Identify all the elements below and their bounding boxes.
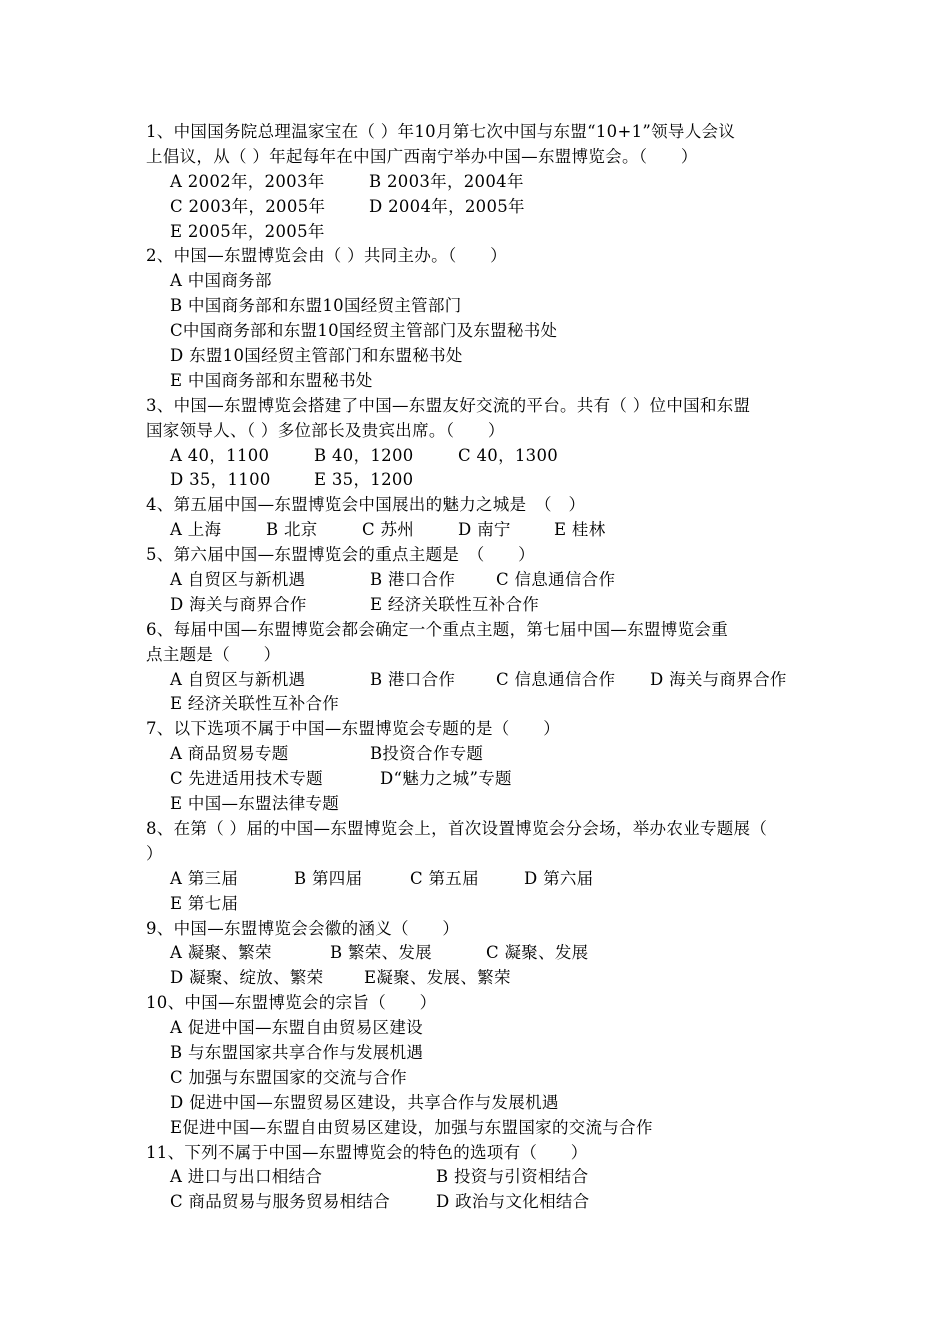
option-text: C 加强与东盟国家的交流与合作: [170, 1067, 407, 1087]
option-line: [0, 195, 950, 220]
option-text: C 凝聚、发展: [486, 943, 589, 963]
option-text: C 40，1300: [458, 445, 559, 465]
option-line: [0, 593, 950, 618]
question-text: 上倡议，从（ ）年起每年在中国广西南宁举办中国—东盟博览会。（ ）: [146, 146, 698, 166]
option-text: C 信息通信合作: [496, 570, 616, 590]
option-text: A 中国商务部: [170, 271, 272, 291]
option-line: [0, 1041, 950, 1066]
option-text: D 2004年，2005年: [369, 196, 525, 216]
option-text: B 40，1200: [314, 445, 414, 465]
question-line: [0, 717, 950, 742]
question-text: 国家领导人、（ ）多位部长及贵宾出席。（ ）: [146, 420, 505, 440]
question-text: ）: [146, 843, 163, 863]
option-text: D 凝聚、绽放、繁荣: [170, 968, 324, 988]
question-line: [0, 618, 950, 643]
option-text: B 繁荣、发展: [330, 943, 432, 963]
option-line: [0, 220, 950, 245]
option-text: B 北京: [266, 520, 318, 540]
option-text: D 第六届: [524, 868, 594, 888]
option-text: E 35，1200: [314, 470, 414, 490]
question-line: [0, 917, 950, 942]
option-line: [0, 170, 950, 195]
option-line: [0, 966, 950, 991]
question-line: [0, 991, 950, 1016]
question-text: 9、中国—东盟博览会会徽的涵义（ ）: [146, 918, 460, 938]
option-line: [0, 1165, 950, 1190]
option-text: A 促进中国—东盟自由贸易区建设: [170, 1018, 423, 1038]
option-line: [0, 941, 950, 966]
option-line: [0, 1016, 950, 1041]
option-line: [0, 1091, 950, 1116]
option-line: [0, 1066, 950, 1091]
option-text: E 经济关联性互补合作: [370, 594, 540, 614]
option-text: D 南宁: [458, 520, 511, 540]
option-text: B 第四届: [294, 868, 363, 888]
question-line: [0, 1141, 950, 1166]
question-text: 6、每届中国—东盟博览会都会确定一个重点主题，第七届中国—东盟博览会重: [146, 619, 728, 639]
option-text: E 中国商务部和东盟秘书处: [170, 370, 373, 390]
option-text: E凝聚、发展、繁荣: [364, 968, 511, 988]
option-text: D“魅力之城”专题: [380, 769, 512, 789]
option-line: [0, 269, 950, 294]
option-text: D 政治与文化相结合: [436, 1192, 590, 1212]
option-line: [0, 518, 950, 543]
question-line: [0, 244, 950, 269]
option-line: [0, 369, 950, 394]
option-line: [0, 742, 950, 767]
question-text: 11、下列不属于中国—东盟博览会的特色的选项有（ ）: [146, 1142, 588, 1162]
option-line: [0, 867, 950, 892]
option-text: C 第五届: [410, 868, 479, 888]
option-text: A 40，1100: [170, 445, 270, 465]
option-text: A 自贸区与新机遇: [170, 570, 306, 590]
question-line: [0, 493, 950, 518]
option-line: [0, 319, 950, 344]
option-text: B 港口合作: [370, 570, 456, 590]
question-line: [0, 394, 950, 419]
option-text: E 2005年，2005年: [170, 221, 325, 241]
option-text: B 与东盟国家共享合作与发展机遇: [170, 1042, 424, 1062]
option-text: D 海关与商界合作: [650, 669, 787, 689]
option-text: D 海关与商界合作: [170, 594, 307, 614]
option-line: [0, 892, 950, 917]
option-text: A 第三届: [170, 868, 239, 888]
question-text: 10、中国—东盟博览会的宗旨（ ）: [146, 993, 437, 1013]
option-line: [0, 792, 950, 817]
option-line: [0, 344, 950, 369]
option-text: D 促进中国—东盟贸易区建设，共享合作与发展机遇: [170, 1092, 559, 1112]
question-line: [0, 120, 950, 145]
option-text: A 自贸区与新机遇: [170, 669, 306, 689]
option-text: B 港口合作: [370, 669, 456, 689]
option-text: A 商品贸易专题: [170, 744, 289, 764]
question-line: [0, 643, 950, 668]
option-line: [0, 1190, 950, 1215]
option-text: C中国商务部和东盟10国经贸主管部门及东盟秘书处: [170, 321, 558, 341]
option-line: [0, 294, 950, 319]
option-text: B 投资与引资相结合: [436, 1167, 589, 1187]
option-text: B投资合作专题: [370, 744, 484, 764]
question-text: 3、中国—东盟博览会搭建了中国—东盟友好交流的平台。共有（ ）位中国和东盟: [146, 395, 751, 415]
option-text: E 第七届: [170, 893, 239, 913]
option-text: C 2003年，2005年: [170, 196, 326, 216]
option-text: B 中国商务部和东盟10国经贸主管部门: [170, 296, 462, 316]
option-line: [0, 767, 950, 792]
option-line: [0, 668, 950, 693]
question-text: 4、第五届中国—东盟博览会中国展出的魅力之城是 （ ）: [146, 495, 586, 515]
option-text: A 2002年，2003年: [170, 171, 325, 191]
option-text: A 上海: [170, 520, 222, 540]
question-line: [0, 145, 950, 170]
option-text: A 进口与出口相结合: [170, 1167, 323, 1187]
option-text: E 中国—东盟法律专题: [170, 794, 340, 814]
option-text: A 凝聚、繁荣: [170, 943, 272, 963]
option-line: [0, 444, 950, 469]
question-text: 点主题是（ ）: [146, 644, 281, 664]
option-text: C 先进适用技术专题: [170, 769, 323, 789]
question-text: 1、中国国务院总理温家宝在（ ）年10月第七次中国与东盟“10+1”领导人会议: [146, 122, 736, 141]
option-line: [0, 1116, 950, 1141]
option-line: [0, 692, 950, 717]
question-text: 5、第六届中国—东盟博览会的重点主题是 （ ）: [146, 545, 535, 565]
option-text: C 苏州: [362, 520, 415, 540]
option-text: E促进中国—东盟自由贸易区建设，加强与东盟国家的交流与合作: [170, 1117, 653, 1137]
question-line: [0, 419, 950, 444]
question-list: [0, 120, 950, 1215]
question-line: [0, 817, 950, 842]
option-text: D 东盟10国经贸主管部门和东盟秘书处: [170, 346, 463, 366]
question-line: [0, 842, 950, 867]
question-line: [0, 543, 950, 568]
option-line: [0, 568, 950, 593]
question-text: 8、在第（ ）届的中国—东盟博览会上，首次设置博览会分会场，举办农业专题展（: [146, 818, 768, 838]
option-text: C 商品贸易与服务贸易相结合: [170, 1192, 391, 1212]
question-text: 7、以下选项不属于中国—东盟博览会专题的是（ ）: [146, 719, 560, 739]
option-text: B 2003年，2004年: [369, 171, 524, 191]
option-text: D 35，1100: [170, 470, 271, 490]
option-text: C 信息通信合作: [496, 669, 616, 689]
option-text: E 桂林: [554, 520, 606, 540]
option-line: [0, 468, 950, 493]
option-text: E 经济关联性互补合作: [170, 694, 340, 714]
question-text: 2、中国—东盟博览会由（ ）共同主办。（ ）: [146, 246, 507, 266]
